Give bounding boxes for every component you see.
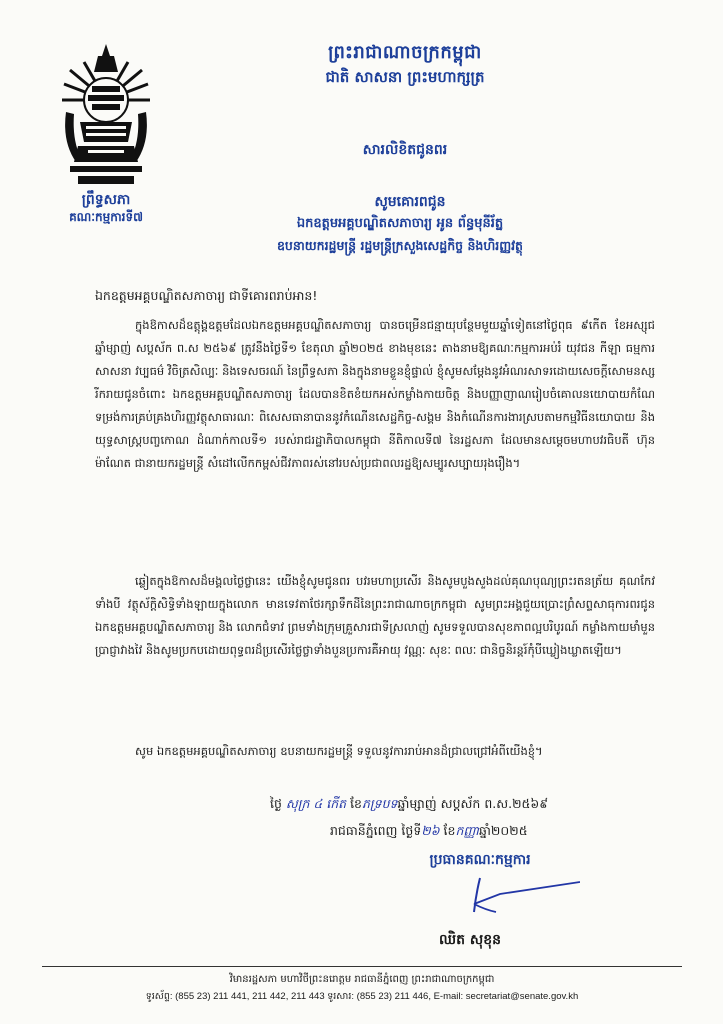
signer-name: ឈិត សុខុន xyxy=(439,932,501,948)
chair-title: ប្រធានគណៈកម្មការ xyxy=(429,852,531,868)
recipient-position: ឧបនាយករដ្ឋមន្ត្រី រដ្ឋមន្ត្រីក្រសួងសេដ្ឋកិច្ច និងហិរញ្ញវត្ថុ xyxy=(276,238,523,253)
date-year: ឆ្នាំម្សាញ់ សប្តស័ក ព.ស.២៥៦៩ xyxy=(397,796,549,811)
handwritten-lunar-month: ភទ្របទ xyxy=(361,796,398,811)
date-prefix: ថ្ងៃ xyxy=(270,796,282,811)
body-paragraph: សូម ឯកឧត្តមអគ្គបណ្ឌិតសភាចារ្យ ឧបនាយករដ្ឋមន្ត្រី ទទួលនូវការរាប់អានដ៏ជ្រាលជ្រៅអំពីយើងខ្ញុំ។ xyxy=(135,744,543,758)
committee-name: គណៈកម្មការទី៧ xyxy=(69,210,143,224)
date-mid: ខែ xyxy=(439,823,456,838)
date-place: រាជធានីភ្នំពេញ ថ្ងៃទី xyxy=(330,823,422,838)
footer-divider xyxy=(42,966,682,967)
senate-name: ព្រឹទ្ធសភា xyxy=(81,192,131,208)
date-year: ឆ្នាំ២០២៥ xyxy=(479,823,528,838)
footer-contact: ទូរស័ព្ទ: (855 23) 211 441, 211 442, 211 443 ទូរសារ: (855 23) 211 446, E-mail: secretariat@senate.gov.kh xyxy=(145,991,579,1002)
handwritten-lunar-day: សុក្រ ៤ កើត xyxy=(285,796,347,811)
salutation: ឯកឧត្តមអគ្គបណ្ឌិតសភាចារ្យ ជាទីគោរពរាប់អាន! xyxy=(95,288,318,303)
date-month-prefix: ខែ xyxy=(350,796,362,811)
kingdom-title: ព្រះរាជាណាចក្រកម្ពុជា xyxy=(328,42,482,63)
handwritten-signature xyxy=(430,872,580,926)
national-motto: ជាតិ សាសនា ព្រះមហាក្សត្រ xyxy=(325,68,485,86)
handwritten-month: កញ្ញា xyxy=(455,823,480,838)
document-type: សារលិខិតជូនពរ xyxy=(362,142,448,158)
senate-emblem-logo xyxy=(58,42,154,192)
footer-address: វិមានរដ្ឋសភា មហាវិថីព្រះនរោត្តម រាជធានីភ្នំពេញ ព្រះរាជាណាចក្រកម្ពុជា xyxy=(229,974,495,985)
solar-date-line xyxy=(330,823,690,842)
respect-heading: សូមគោរពជូន xyxy=(374,194,446,210)
body-paragraph: ក្នុងឱកាសដ៏ឧត្តុង្គឧត្តមដែលឯកឧត្តមអគ្គបណ្ឌិតសភាចារ្យ បានចម្រើនជន្មាយុបន្ថែមមួយឆ្នាំទៀតនៅថ្ងៃពុធ ៩កើត ខែអស្សុជ ឆ្នាំម្សាញ់ សប្តស័ក ព.ស ២៥៦៩ ត្រូវនឹងថ្ងៃទី១ ខែតុលា ឆ្នាំ២០២៥ ខាងមុខនេះ តាងនាមឱ្យគណៈកម្មការអប់រំ យុវជន កីឡា ធម្មការ សាសនា វប្បធម៌ វិចិត្រសិល្បៈ និងទេសចរណ៍ នៃព្រឹទ្ធសភា និងក្នុងនាមខ្លួនខ្ញុំផ្ទាល់ ខ្ញុំសូមសម្តែងនូវអំណរសាទរដោយសេចក្តីសោមនស្សរីករាយជូនចំពោះ ឯកឧត្តមអគ្គបណ្ឌិតសភាចារ្យ ដែលបានខិតខំយកអស់កម្លាំងកាយចិត្ត និងបញ្ញាញាណរៀបចំគោលនយោបាយកំណែទម្រង់ការគ្រប់គ្រងហិរញ្ញវត្ថុសាធារណៈ ពិសេសធានាបាននូវកំណើនសេដ្ឋកិច្ច-សង្គម និងកំណើនការងារស្របតាមកម្មវិធីនយោបាយ និងយុទ្ធសាស្ត្របញ្ចកោណ ដំណាក់កាលទី១ របស់រាជរដ្ឋាភិបាលកម្ពុជា នីតិកាលទី៧ នៃរដ្ឋសភា ដែលមានសម្តេចមហាបវរធិបតី ហ៊ុន ម៉ាណែត ជានាយករដ្ឋមន្ត្រី សំដៅលើកកម្ពស់ជីវភាពរស់នៅរបស់ប្រជាពលរដ្ឋឱ្យសម្បូរសប្បាយរុងរឿង។ xyxy=(95,318,655,470)
handwritten-day: ២៦ xyxy=(421,823,440,838)
body-paragraph: ឆ្លៀតក្នុងឱកាសដ៏មង្គលថ្ងៃថ្លានេះ យើងខ្ញុំសូមជូនពរ បវរមហាប្រសើរ និងសូមបួងសួងដល់គុណបុណ្យព្រះរតនត្រ័យ គុណកែវទាំងបី វត្ថុស័ក្តិសិទ្ធិទាំងឡាយក្នុងលោក មានទេវតាថែរក្សាទឹកដីនៃព្រះរាជាណាចក្រកម្ពុជា សូមព្រះអង្គជួយប្រោះព្រំសព្ទសាធុការពរជូន ឯកឧត្តមអគ្គបណ្ឌិតសភាចារ្យ និង លោកជំទាវ ព្រមទាំងក្រុមគ្រួសារជាទីស្រលាញ់ សូមទទួលបានសុខភាពល្អបរិបូរណ៍ កម្លាំងកាយមាំមួន ប្រាជ្ញាវាងវៃ និងសូមប្រកបដោយពុទ្ធពរដ៏ប្រសើរថ្លៃថ្លាទាំងបួនប្រការគឺអាយុ វណ្ណៈ សុខៈ ពលៈ ជានិច្ចនិរន្តរ៍កុំបីឃ្លៀងឃ្លាតឡើយ។ xyxy=(95,574,655,657)
lunar-date-line xyxy=(270,796,690,815)
recipient-name: ឯកឧត្តមអគ្គបណ្ឌិតសភាចារ្យ អូន ព័ន្ធមុនីរ័ត្ន xyxy=(296,216,504,231)
